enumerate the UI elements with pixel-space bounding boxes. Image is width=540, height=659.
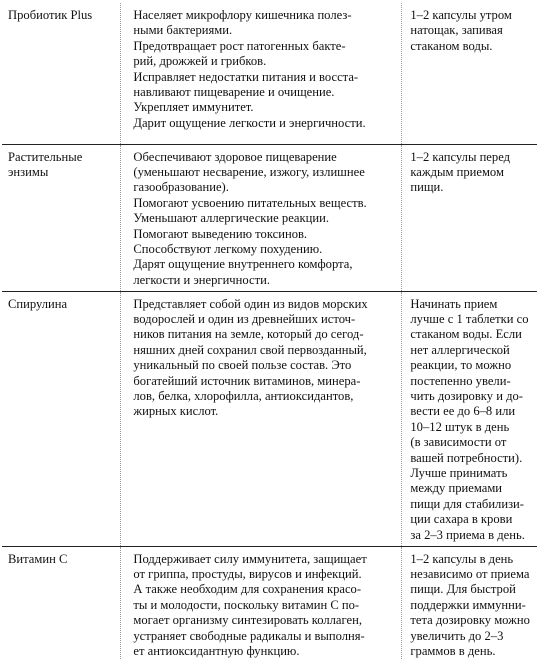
text-line: Поддерживает силу иммунитета, защищает [133, 551, 367, 566]
text-line: увеличить до 2–3 [410, 628, 504, 643]
text-line: Способствуют легкому похудению. [133, 241, 323, 256]
table-row [2, 3, 537, 144]
effects-cell [121, 546, 402, 659]
table-body [2, 3, 537, 659]
dosage-cell [402, 3, 537, 144]
dosage-cell [402, 291, 537, 546]
text-line: жирных кислот. [133, 404, 219, 419]
text-line: ными бактериями. [133, 23, 233, 38]
text-line: между приемами [410, 481, 503, 496]
text-line: независимо от приема [410, 566, 530, 581]
text-line: газообразование). [133, 180, 229, 195]
text-line: Обеспечивают здоровое пищеварение [133, 149, 337, 164]
text-line: граммов в день. [410, 643, 496, 658]
text-line: устраняет свободные радикалы и выполня- [133, 628, 365, 643]
text-line: нет аллергической [410, 342, 510, 357]
text-line: за 2–3 приема в день. [410, 527, 525, 542]
text-line: Укрепляет иммунитет. [133, 100, 254, 115]
dosage-cell [402, 546, 537, 659]
table-row [2, 291, 537, 546]
text-line: Уменьшают аллергические реакции. [133, 211, 330, 226]
text-line: Дарят ощущение внутреннего комфорта, [133, 257, 353, 272]
text-line: Лучше принимать [410, 465, 508, 480]
text-line: Представляет собой один из видов морских [133, 296, 368, 311]
text-line: 1–2 капсулы в день [410, 551, 514, 566]
text-line: богатейший источник витаминов, минера- [133, 373, 361, 388]
text-line: тета дозировку можно [410, 613, 530, 628]
text-line: 10–12 штук в день [410, 419, 510, 434]
text-line: лучше с 1 таблетки со [410, 311, 529, 326]
text-line: Пробиотик Plus [8, 8, 93, 22]
text-line: реакции, то можно [410, 358, 512, 373]
text-line: натощак, запивая [410, 23, 503, 38]
table-row [2, 546, 537, 659]
text-line: Витамин С [8, 551, 68, 566]
text-line: ты и молодости, поскольку витамин С по- [133, 597, 360, 612]
text-line: водорослей и один из древнейших источ- [133, 311, 356, 326]
text-line: Дарит ощущение легкости и энергичности. [133, 115, 366, 130]
text-line: (в зависимости от [410, 435, 507, 450]
text-line: каждым приемом [410, 164, 504, 179]
text-line: навливают пищеварение и очищение. [133, 85, 335, 100]
text-line: чить дозировку и до- [410, 388, 523, 403]
text-line: (уменьшают несварение, изжогу, излишнее [133, 164, 365, 179]
text-line: пищи. [410, 180, 444, 195]
product-name-cell [2, 144, 121, 291]
text-line: 1–2 капсулы утром [410, 8, 512, 22]
text-line: Помогают усвоению питательных веществ. [133, 195, 367, 210]
supplements-table [2, 3, 537, 659]
text-line: Предотвращает рост патогенных бакте- [133, 38, 346, 53]
text-line: Населяет микрофлору кишечника полез- [133, 8, 352, 22]
text-line: стаканом воды. [410, 38, 493, 53]
product-name-cell [2, 3, 121, 144]
text-line: Начинать прием [410, 296, 498, 311]
text-line: поддержки иммунни- [410, 597, 526, 612]
effects-cell [121, 291, 402, 546]
text-line: няшних дней сохранил свой первозданный, [133, 342, 367, 357]
text-line: вести ее до 6–8 или [410, 404, 516, 419]
table-row [2, 144, 537, 291]
text-line: пищи для стабилизи- [410, 496, 524, 511]
text-line: ции сахара в крови [410, 512, 513, 527]
dosage-cell [402, 144, 537, 291]
text-line: могает организму синтезировать коллаген, [133, 613, 362, 628]
text-line: постепенно увели- [410, 373, 511, 388]
text-line: рий, дрожжей и грибков. [133, 54, 267, 69]
text-line: А также необходим для сохранения красо- [133, 582, 362, 597]
text-line: Растительные [8, 149, 83, 164]
effects-cell [121, 3, 402, 144]
text-line: от гриппа, простуды, вирусов и инфекций. [133, 566, 362, 581]
text-line: пищи. Для быстрой [410, 582, 516, 597]
effects-cell [121, 144, 402, 291]
text-line: легкости и энергичности. [133, 272, 270, 287]
text-line: ет антиоксидантную функцию. [133, 643, 300, 658]
text-line: ников питания на земле, который до сегод- [133, 327, 364, 342]
text-line: 1–2 капсулы перед [410, 149, 511, 164]
text-line: Спирулина [8, 296, 68, 311]
text-line: энзимы [8, 164, 49, 179]
text-line: стаканом воды. Если [410, 327, 522, 342]
text-line: лов, белка, хлорофилла, антиоксидантов, [133, 388, 354, 403]
text-line: вашей потребности). [410, 450, 523, 465]
text-line: Помогают выведению токсинов. [133, 226, 308, 241]
product-name-cell [2, 291, 121, 546]
text-line: уникальный по своей пользе состав. Это [133, 358, 352, 373]
product-name-cell [2, 546, 121, 659]
text-line: Исправляет недостатки питания и восста- [133, 69, 359, 84]
